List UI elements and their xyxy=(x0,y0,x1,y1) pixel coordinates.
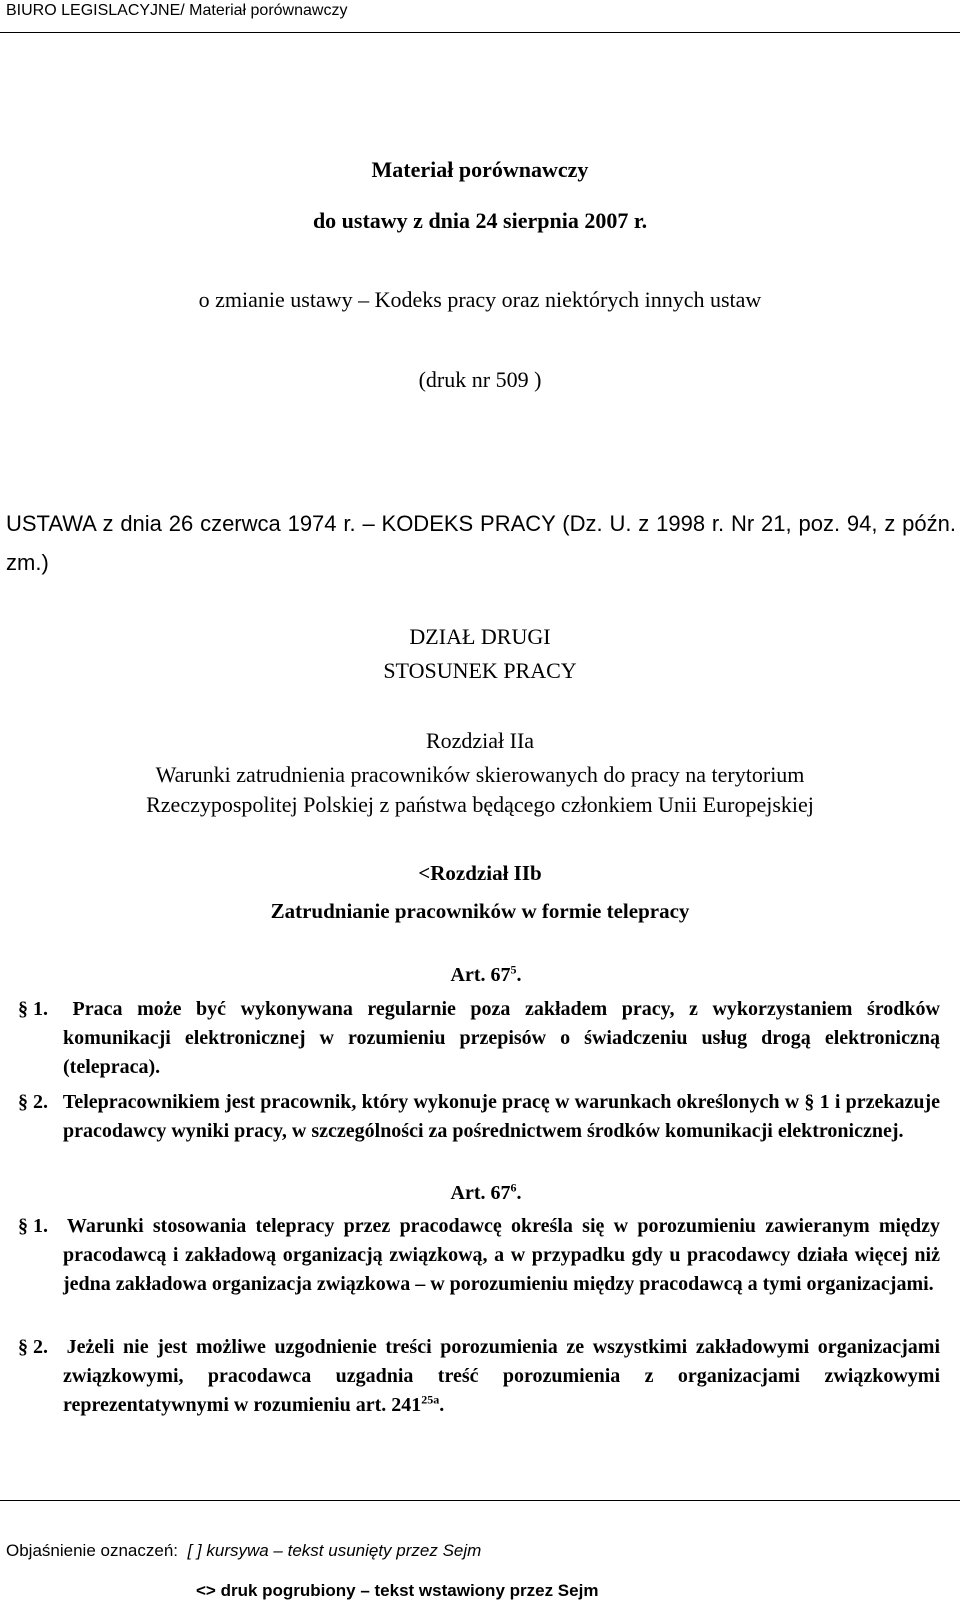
legend-bold: <> druk pogrubiony – tekst wstawiony przez Sejm xyxy=(196,1581,599,1600)
article-67-6-par-2: § 2. Jeżeli nie jest możliwe uzgodnienie treści porozumienia ze wszystkimi zakładowymi organizacjami związkowymi, pracodawca uzgadnia treść porozumienia z organizacjami związkowymi reprezentatywnymi w rozumieniu art. $241^{25a}$. xyxy=(63,1333,940,1420)
header-divider xyxy=(0,32,960,33)
division-heading: DZIAŁ DRUGI xyxy=(409,624,551,649)
article-67-5-par-1: § 1. Praca może być wykonywana regularnie poza zakładem pracy, z wykorzystaniem środków komunikacji elektronicznej w rozumieniu przepisów o świadczeniu usług drogą elektroniczną (telepraca). xyxy=(63,995,940,1082)
chapter-2a-title-line2: Rzeczypospolitej Polskiej z państwa będącego członkiem Unii Europejskiej xyxy=(146,792,814,817)
doc-subtitle-law: o zmianie ustawy – Kodeks pracy oraz niektórych innych ustaw xyxy=(198,287,762,312)
doc-print-number: (druk nr 509 ) xyxy=(418,367,542,392)
legend-italic: [ ] kursywa – tekst usunięty przez Sejm xyxy=(187,1541,482,1560)
paragraph-number: § 2. xyxy=(18,1336,48,1358)
article-67-6-par-1: § 1. Warunki stosowania telepracy przez pracodawcę określa się w porozumieniu zawieranym między pracodawcą i zakładową organizacją związkową, a w przypadku gdy u pracodawcy działa więcej niż jedna zakładowa organizacja związkowa – w porozumieniu między pracodawcą a tymi organizacjami. xyxy=(63,1212,940,1299)
chapter-2a-title-line1: Warunki zatrudnienia pracowników skierowanych do pracy na terytorium xyxy=(155,762,805,787)
doc-title: Materiał porównawczy xyxy=(371,157,589,182)
doc-subtitle-date: do ustawy z dnia 24 sierpnia 2007 r. xyxy=(312,208,648,233)
paragraph-number: § 2. xyxy=(18,1091,48,1113)
paragraph-number: § 1. xyxy=(18,998,48,1020)
article-67-6-heading: Art. $67^6$. xyxy=(450,1180,522,1204)
footer-divider xyxy=(0,1500,960,1501)
paragraph-number: § 1. xyxy=(18,1215,48,1237)
legend-label: Objaśnienie oznaczeń: xyxy=(6,1541,179,1560)
chapter-2b-title: Zatrudnianie pracowników w formie telepracy xyxy=(270,899,690,923)
article-67-5-par-2: § 2. Telepracownikiem jest pracownik, który wykonuje pracę w warunkach określonych w § 1 i przekazuje pracodawcy wyniki pracy, w szczególności za pośrednictwem środków komunikacji elektronicznej. xyxy=(63,1088,940,1146)
chapter-2a-heading: Rozdział IIa xyxy=(425,728,535,753)
chapter-2b-heading: <Rozdział IIb xyxy=(418,861,542,885)
law-reference: USTAWA z dnia 26 czerwca 1974 r. – KODEKS PRACY (Dz. U. z 1998 r. Nr 21, poz. 94, z późn. zm.) xyxy=(6,511,956,575)
footer-legend xyxy=(6,1540,481,1562)
page-header: BIURO LEGISLACYJNE/ Materiał porównawczy xyxy=(6,2,348,19)
article-67-5-heading: Art. $67^5$. xyxy=(450,962,522,986)
division-title: STOSUNEK PRACY xyxy=(383,658,577,683)
